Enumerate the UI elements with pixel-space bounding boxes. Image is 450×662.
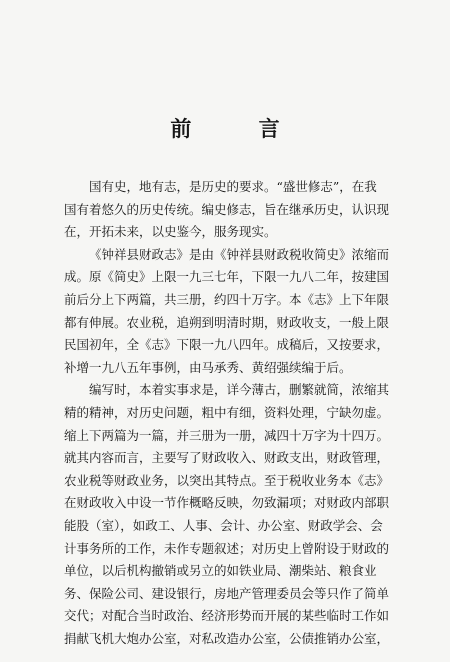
text-line: 国有史，地有志，是历史的要求。“盛世修志”，在我	[89, 179, 377, 194]
text-line: 计事务所的工作，未作专题叙述；对历史上曾附设于财政的	[64, 540, 390, 556]
text-line: 农业税等财政业务，以突出其特点。至于税收业务本《志》	[64, 472, 390, 488]
text-line: 都有伸展。农业税，追朔到明清时期，财政收支，一般上限	[64, 314, 390, 330]
text-line: 缩上下两篇为一篇，并三册为一册，减四十万字为十四万。	[64, 427, 390, 443]
text-line: 国有着悠久的历史传统。编史修志，旨在继承历史，认识现	[64, 201, 390, 217]
text-line: 编写时，本着实事求是，详今薄古，删繁就简，浓缩其	[89, 382, 390, 398]
text-line: 前后分上下两篇，共三册，约四十万字。本《志》上下年限	[64, 291, 390, 307]
text-line: 在财政收入中设一节作概略反映，勿致漏项；对财政内部职	[64, 495, 390, 511]
text-line: 补增一九八五年事例，由马承秀、黄绍强续编于后。	[64, 359, 352, 375]
text-line: 民国初年，全《志》下限一九八四年。成稿后，又按要求，	[64, 337, 390, 353]
text-line: 精的精神，对历史问题，粗中有细，资料处理，宁缺勿虚。	[64, 404, 390, 420]
text-line: 务、保险公司、建设银行，房地产管理委员会等只作了简单	[64, 585, 390, 601]
text-line: 就其内容而言，主要写了财政收入、财政支出，财政管理，	[64, 450, 390, 466]
text-line: 能股（室），如政工、人事、会计、办公室、财政学会、会	[64, 517, 383, 533]
text-line: 成。原《简史》上限一九三七年，下限一九八二年，按建国	[64, 269, 390, 285]
text-line: 捐献飞机大炮办公室，对私改造办公室，公债推销办公室，	[64, 630, 390, 646]
preface-body	[64, 176, 404, 650]
text-line: 在，开拓未来，以史鉴今，服务现实。	[64, 224, 277, 240]
page-title: 前 言	[170, 116, 310, 141]
text-line: 交代；对配合当时政治、经济形势而开展的某些临时工作如	[64, 608, 390, 624]
text-line: 单位，以后机构撤销或另立的如铁业局、潮柴站、粮食业	[64, 563, 377, 579]
text-line: 《钟祥县财政志》是由《钟祥县财政税收简史》浓缩而	[89, 246, 390, 262]
